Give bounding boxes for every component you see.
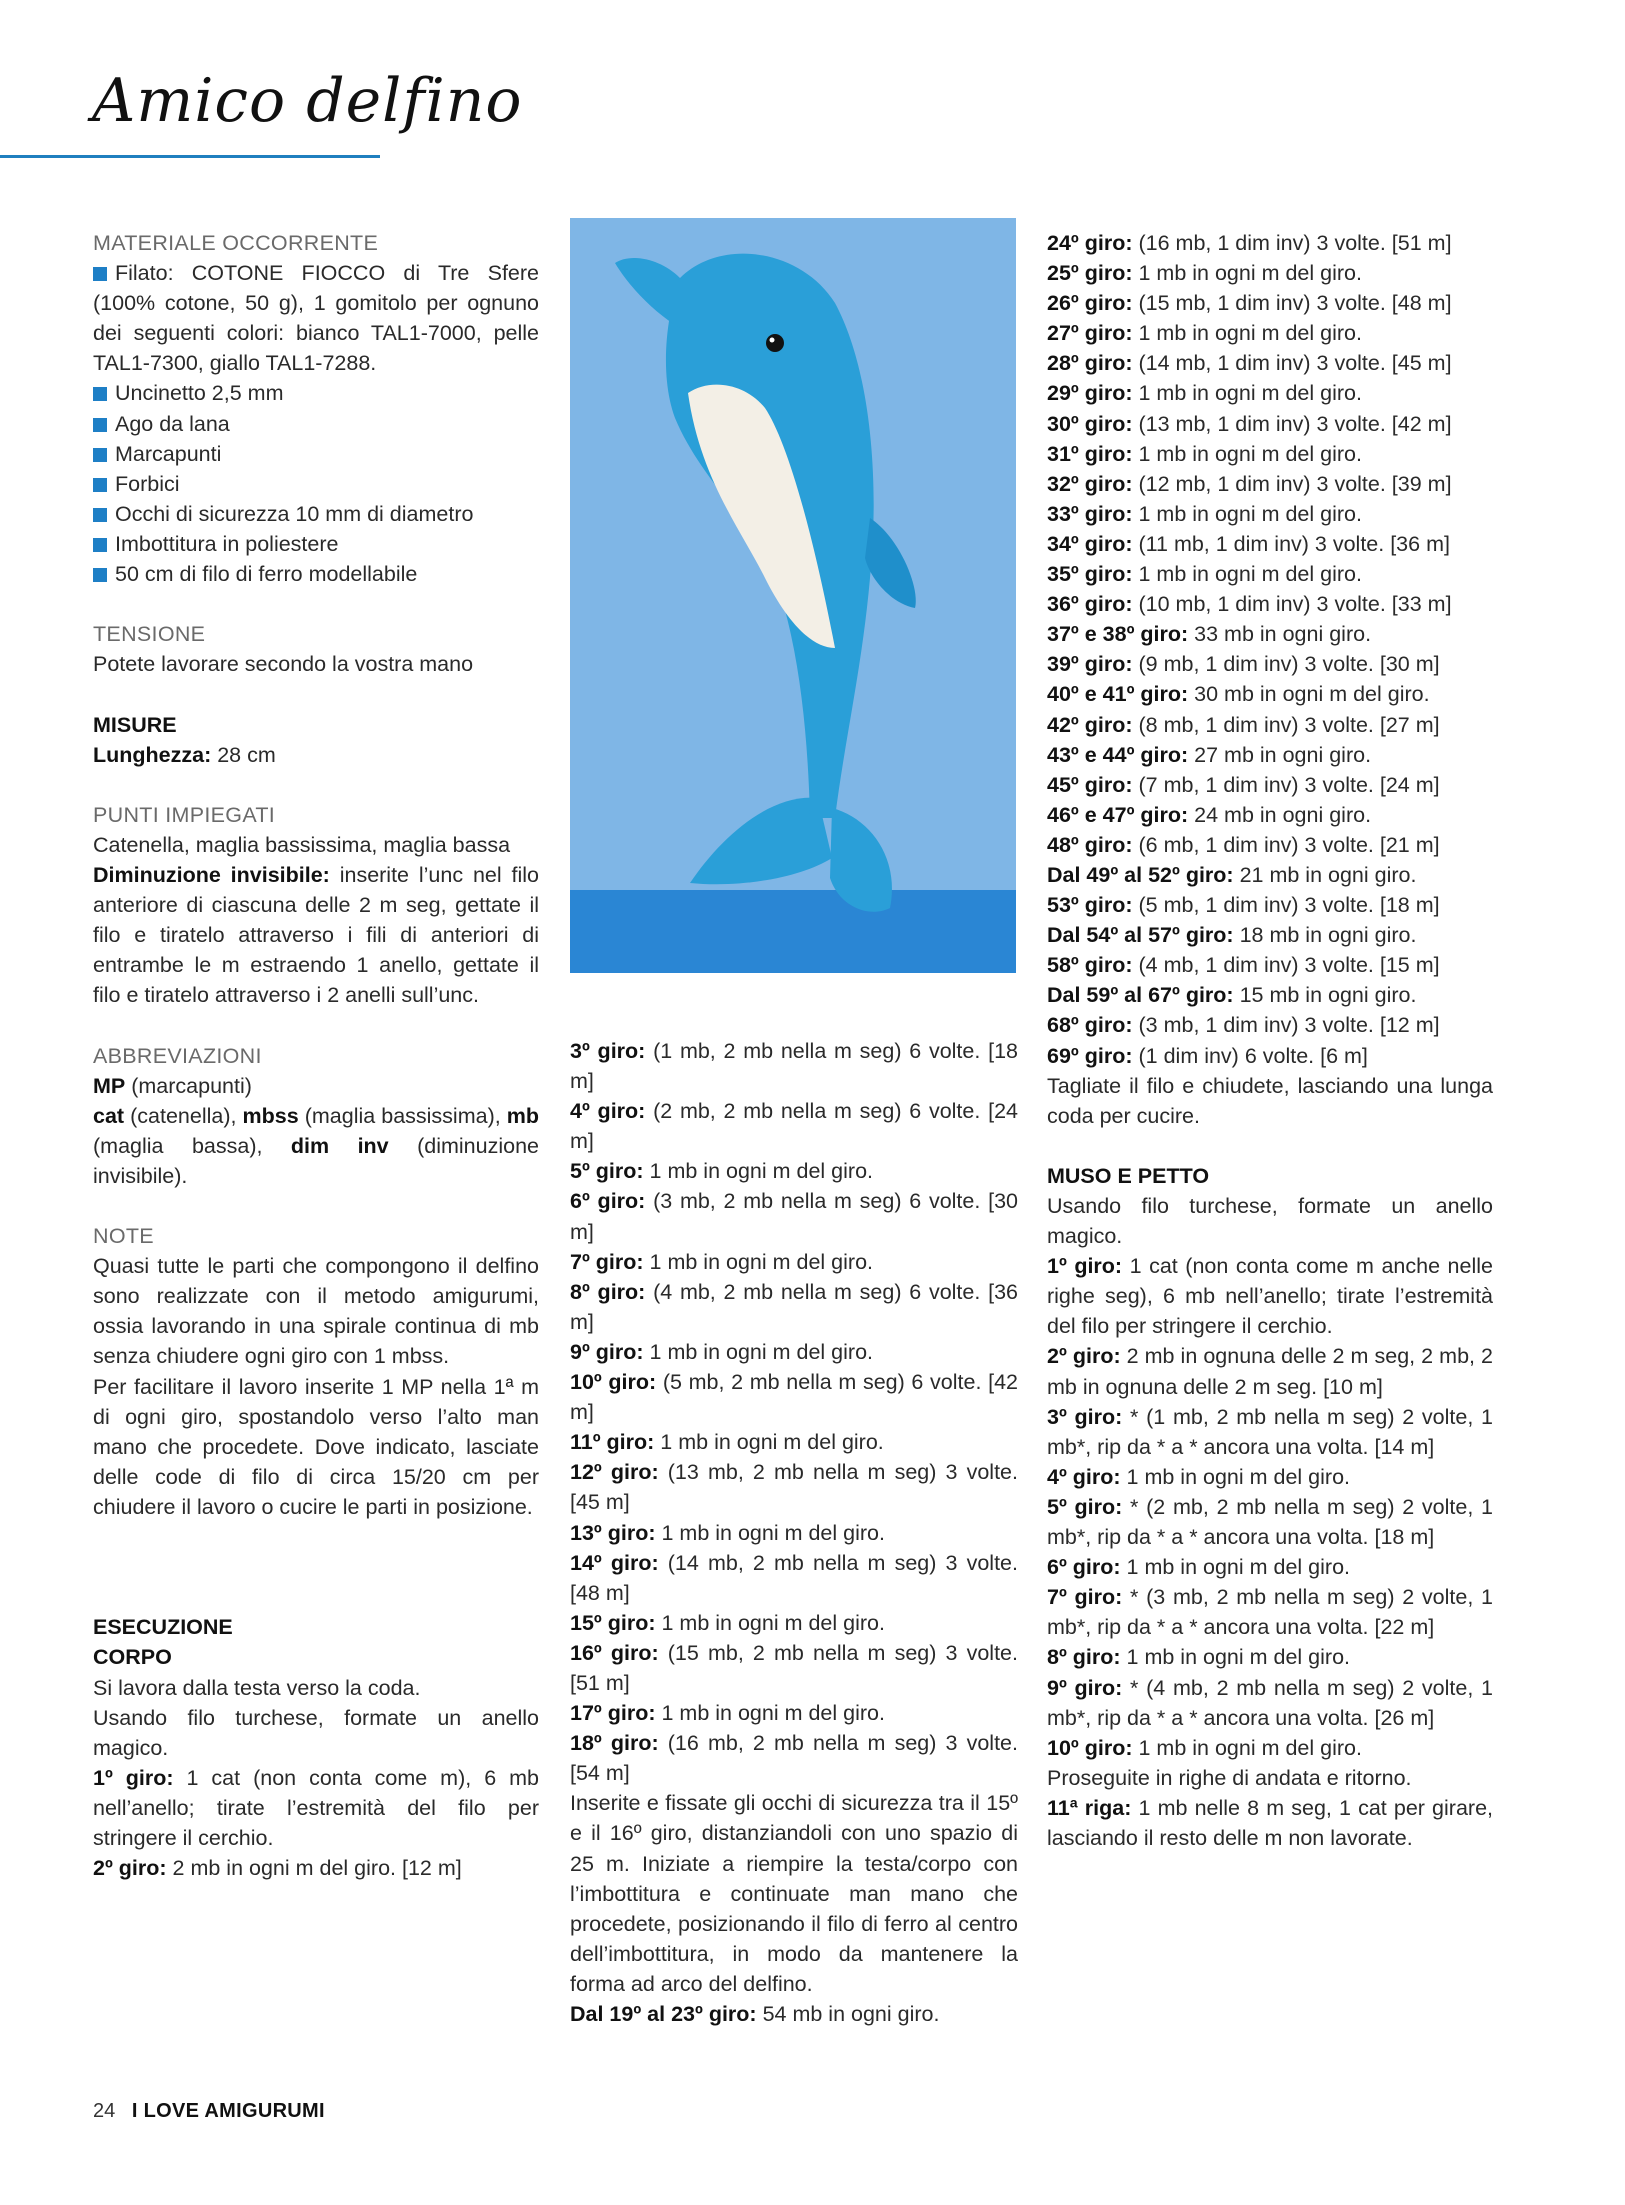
round-row: 46º e 47º giro: 24 mb in ogni giro. (1047, 802, 1372, 827)
execution-heading: ESECUZIONE (93, 1615, 233, 1640)
abbreviation-mp: MP (marcapunti) (93, 1073, 252, 1098)
magazine-name: I LOVE AMIGURUMI (131, 2100, 325, 2122)
bullet-square-icon (93, 387, 107, 401)
round-row: 10º giro: (5 mb, 2 mb nella m seg) 6 volte. [42 m] (570, 1370, 1018, 1425)
round-row: 13º giro: 1 mb in ogni m del giro. (570, 1520, 885, 1545)
bullet-square-icon (93, 448, 107, 462)
round-row: 17º giro: 1 mb in ogni m del giro. (570, 1701, 885, 1726)
abbreviations-list: cat (catenella), mbss (maglia bassissima), mb (maglia bassa), dim inv (diminuzione invisibile). (93, 1103, 539, 1188)
round-row: 9º giro: 1 mb in ogni m del giro. (570, 1339, 874, 1364)
dolphin-photo (570, 218, 1016, 973)
round-row: 24º giro: (16 mb, 1 dim inv) 3 volte. [51 m] (1047, 231, 1452, 255)
round-row: Dal 49º al 52º giro: 21 mb in ogni giro. (1047, 862, 1417, 887)
round-row: 33º giro: 1 mb in ogni m del giro. (1047, 501, 1362, 526)
tension-text: Potete lavorare secondo la vostra mano (93, 652, 474, 677)
abbreviations-heading: ABBREVIAZIONI (93, 1043, 262, 1068)
round-row: 11º giro: 1 mb in ogni m del giro. (570, 1430, 884, 1455)
tension-heading: TENSIONE (93, 622, 206, 647)
round-row: 26º giro: (15 mb, 1 dim inv) 3 volte. [48 m] (1047, 291, 1452, 316)
round-row: 40º e 41º giro: 30 mb in ogni m del giro. (1047, 682, 1430, 707)
bullet-square-icon (93, 478, 107, 492)
round-row: 18º giro: (16 mb, 2 mb nella m seg) 3 volte. [54 m] (570, 1731, 1018, 1786)
round-row: 5º giro: 1 mb in ogni m del giro. (570, 1159, 874, 1184)
cut-instructions: Tagliate il filo e chiudete, lasciando una lunga coda per cucire. (1047, 1073, 1493, 1128)
round-row: 25º giro: 1 mb in ogni m del giro. (1047, 261, 1362, 286)
invisible-decrease-text: Diminuzione invisibile: inserite l’unc nel filo anteriore di ciascuna delle 2 m seg, gettate il filo e tiratelo attraverso i fili di anteriori di entrambe le m estraendo 1 anello, gettate il filo e tiratelo attraverso i 2 anelli sull’unc. (93, 862, 539, 1008)
page-title: Amico delfino (92, 66, 523, 136)
round-row: 3º giro: (1 mb, 2 mb nella m seg) 6 volte. [18 m] (570, 1039, 1018, 1094)
round-row: 4º giro: 1 mb in ogni m del giro. (1047, 1464, 1351, 1489)
round-row: 4º giro: (2 mb, 2 mb nella m seg) 6 volte. [24 m] (570, 1099, 1018, 1154)
notes-paragraph: Per facilitare il lavoro inserite 1 MP nella 1ª m di ogni giro, spostandolo verso l’alto man mano che procedete. Dove indicato, lasciate delle code di filo di circa 15/20 cm per chiudere il lavoro o cucire le parti in posizione. (93, 1374, 539, 1519)
round-row: 45º giro: (7 mb, 1 dim inv) 3 volte. [24 m] (1047, 772, 1440, 797)
bullet-square-icon (93, 508, 107, 522)
round-row: 1º giro: 1 cat (non conta come m anche nelle righe seg), 6 mb nell’anello; tirate l’estremità del filo per stringere il cerchio. (1047, 1254, 1493, 1339)
material-item: Imbottitura in poliestere (93, 529, 539, 559)
round-2: 2º giro: 2 mb in ogni m del giro. [12 m] (93, 1856, 462, 1881)
round-row: 6º giro: (3 mb, 2 mb nella m seg) 6 volte. [30 m] (570, 1189, 1018, 1244)
round-row: Dal 19º al 23º giro: 54 mb in ogni giro. (570, 2002, 940, 2026)
round-row: 35º giro: 1 mb in ogni m del giro. (1047, 562, 1362, 587)
round-row: 27º giro: 1 mb in ogni m del giro. (1047, 321, 1362, 346)
material-item: 50 cm di filo di ferro modellabile (93, 559, 539, 589)
round-row: 28º giro: (14 mb, 1 dim inv) 3 volte. [45 m] (1047, 351, 1452, 376)
page-number: 24 (93, 2100, 116, 2122)
round-row: 68º giro: (3 mb, 1 dim inv) 3 volte. [12 m] (1047, 1013, 1440, 1038)
round-row: 37º e 38º giro: 33 mb in ogni giro. (1047, 622, 1372, 647)
round-row: 43º e 44º giro: 27 mb in ogni giro. (1047, 742, 1372, 767)
bullet-square-icon (93, 267, 107, 281)
body-heading: CORPO (93, 1645, 172, 1670)
material-item: Filato: COTONE FIOCCO di Tre Sfere (100% cotone, 50 g), 1 gomitolo per ognuno dei seguenti colori: bianco TAL1-7000, pelle TAL1-7300, giallo TAL1-7288. (93, 261, 539, 376)
title-underline (0, 155, 380, 158)
column-right (1047, 228, 1493, 1853)
execution-text: Si lavora dalla testa verso la coda. (93, 1675, 421, 1700)
round-row: 15º giro: 1 mb in ogni m del giro. (570, 1610, 885, 1635)
round-row: 39º giro: (9 mb, 1 dim inv) 3 volte. [30 m] (1047, 652, 1440, 677)
eyes-instructions: Inserite e fissate gli occhi di sicurezza tra il 15º e il 16º giro, distanziandoli con uno spazio di 25 m. Iniziate a riempire la testa/corpo con l’imbottitura e continuate man mano che procedete, posizionando il filo di ferro al centro dell’imbottitura, in modo da mantenere la forma ad arco del delfino. (570, 1791, 1018, 1996)
continue-text: Proseguite in righe di andata e ritorno. (1047, 1765, 1412, 1790)
column-left (93, 228, 539, 1883)
round-row: 9º giro: * (4 mb, 2 mb nella m seg) 2 volte, 1 mb*, rip da * a * ancora una volta. [26 m] (1047, 1675, 1493, 1730)
round-row: 14º giro: (14 mb, 2 mb nella m seg) 3 volte. [48 m] (570, 1550, 1018, 1605)
round-row: 30º giro: (13 mb, 1 dim inv) 3 volte. [42 m] (1047, 411, 1452, 436)
measures-heading: MISURE (93, 712, 177, 737)
notes-paragraph: Quasi tutte le parti che compongono il delfino sono realizzate con il metodo amigurumi, ossia lavorando in una spirale continua di mb senza chiudere ogni giro con 1 mbss. (93, 1254, 539, 1369)
stitches-text: Catenella, maglia bassissima, maglia bassa (93, 832, 511, 857)
round-row: 16º giro: (15 mb, 2 mb nella m seg) 3 volte. [51 m] (570, 1640, 1018, 1695)
material-item: Marcapunti (93, 439, 539, 469)
round-row: 2º giro: 2 mb in ognuna delle 2 m seg, 2 mb, 2 mb in ognuna delle 2 m seg. [10 m] (1047, 1344, 1493, 1399)
round-row: 8º giro: 1 mb in ogni m del giro. (1047, 1645, 1351, 1670)
column-middle (570, 1036, 1018, 2029)
round-row: 69º giro: (1 dim inv) 6 volte. [6 m] (1047, 1043, 1368, 1068)
round-row: 7º giro: 1 mb in ogni m del giro. (570, 1249, 874, 1274)
dolphin-illustration (570, 218, 1016, 973)
round-row: 5º giro: * (2 mb, 2 mb nella m seg) 2 volte, 1 mb*, rip da * a * ancora una volta. [18 m] (1047, 1494, 1493, 1550)
round-row: 32º giro: (12 mb, 1 dim inv) 3 volte. [39 m] (1047, 471, 1452, 496)
round-1: 1º giro: 1 cat (non conta come m), 6 mb nell’anello; tirate l’estremità del filo per stringere il cerchio. (93, 1765, 539, 1850)
material-item: Occhi di sicurezza 10 mm di diametro (93, 499, 539, 529)
material-item: Forbici (93, 469, 539, 499)
round-row: 53º giro: (5 mb, 1 dim inv) 3 volte. [18 m] (1047, 893, 1440, 918)
round-row: 8º giro: (4 mb, 2 mb nella m seg) 6 volte. [36 m] (570, 1279, 1018, 1334)
bullet-square-icon (93, 418, 107, 432)
round-row: Dal 59º al 67º giro: 15 mb in ogni giro. (1047, 983, 1417, 1008)
round-row: 42º giro: (8 mb, 1 dim inv) 3 volte. [27 m] (1047, 712, 1440, 737)
round-row: 29º giro: 1 mb in ogni m del giro. (1047, 381, 1362, 406)
round-row: 34º giro: (11 mb, 1 dim inv) 3 volte. [36 m] (1047, 531, 1450, 556)
length-line: Lunghezza: 28 cm (93, 742, 276, 767)
round-row: 58º giro: (4 mb, 1 dim inv) 3 volte. [15 m] (1047, 953, 1440, 978)
round-row: 12º giro: (13 mb, 2 mb nella m seg) 3 volte. [45 m] (570, 1460, 1018, 1515)
muso-intro: Usando filo turchese, formate un anello magico. (1047, 1194, 1493, 1249)
round-row: 10º giro: 1 mb in ogni m del giro. (1047, 1735, 1362, 1760)
round-row: 3º giro: * (1 mb, 2 mb nella m seg) 2 volte, 1 mb*, rip da * a * ancora una volta. [14 m] (1047, 1404, 1493, 1459)
round-row: 48º giro: (6 mb, 1 dim inv) 3 volte. [21 m] (1047, 832, 1440, 857)
material-item: Uncinetto 2,5 mm (93, 378, 539, 408)
round-row: 31º giro: 1 mb in ogni m del giro. (1047, 441, 1362, 466)
round-row: Dal 54º al 57º giro: 18 mb in ogni giro. (1047, 923, 1417, 948)
round-row: 6º giro: 1 mb in ogni m del giro. (1047, 1555, 1351, 1580)
stitches-heading: PUNTI IMPIEGATI (93, 802, 276, 827)
notes-heading: NOTE (93, 1224, 154, 1249)
bullet-square-icon (93, 568, 107, 582)
bullet-square-icon (93, 538, 107, 552)
page-footer (93, 2100, 325, 2123)
material-item: Ago da lana (93, 409, 539, 439)
muso-heading: MUSO E PETTO (1047, 1163, 1210, 1188)
execution-text: Usando filo turchese, formate un anello magico. (93, 1705, 539, 1760)
round-row: 7º giro: * (3 mb, 2 mb nella m seg) 2 volte, 1 mb*, rip da * a * ancora una volta. [22 m] (1047, 1585, 1493, 1640)
round-row: 36º giro: (10 mb, 1 dim inv) 3 volte. [33 m] (1047, 592, 1452, 617)
materials-heading: MATERIALE OCCORRENTE (93, 231, 379, 255)
row-11: 11ª riga: 1 mb nelle 8 m seg, 1 cat per girare, lasciando il resto delle m non lavorate. (1047, 1795, 1493, 1850)
